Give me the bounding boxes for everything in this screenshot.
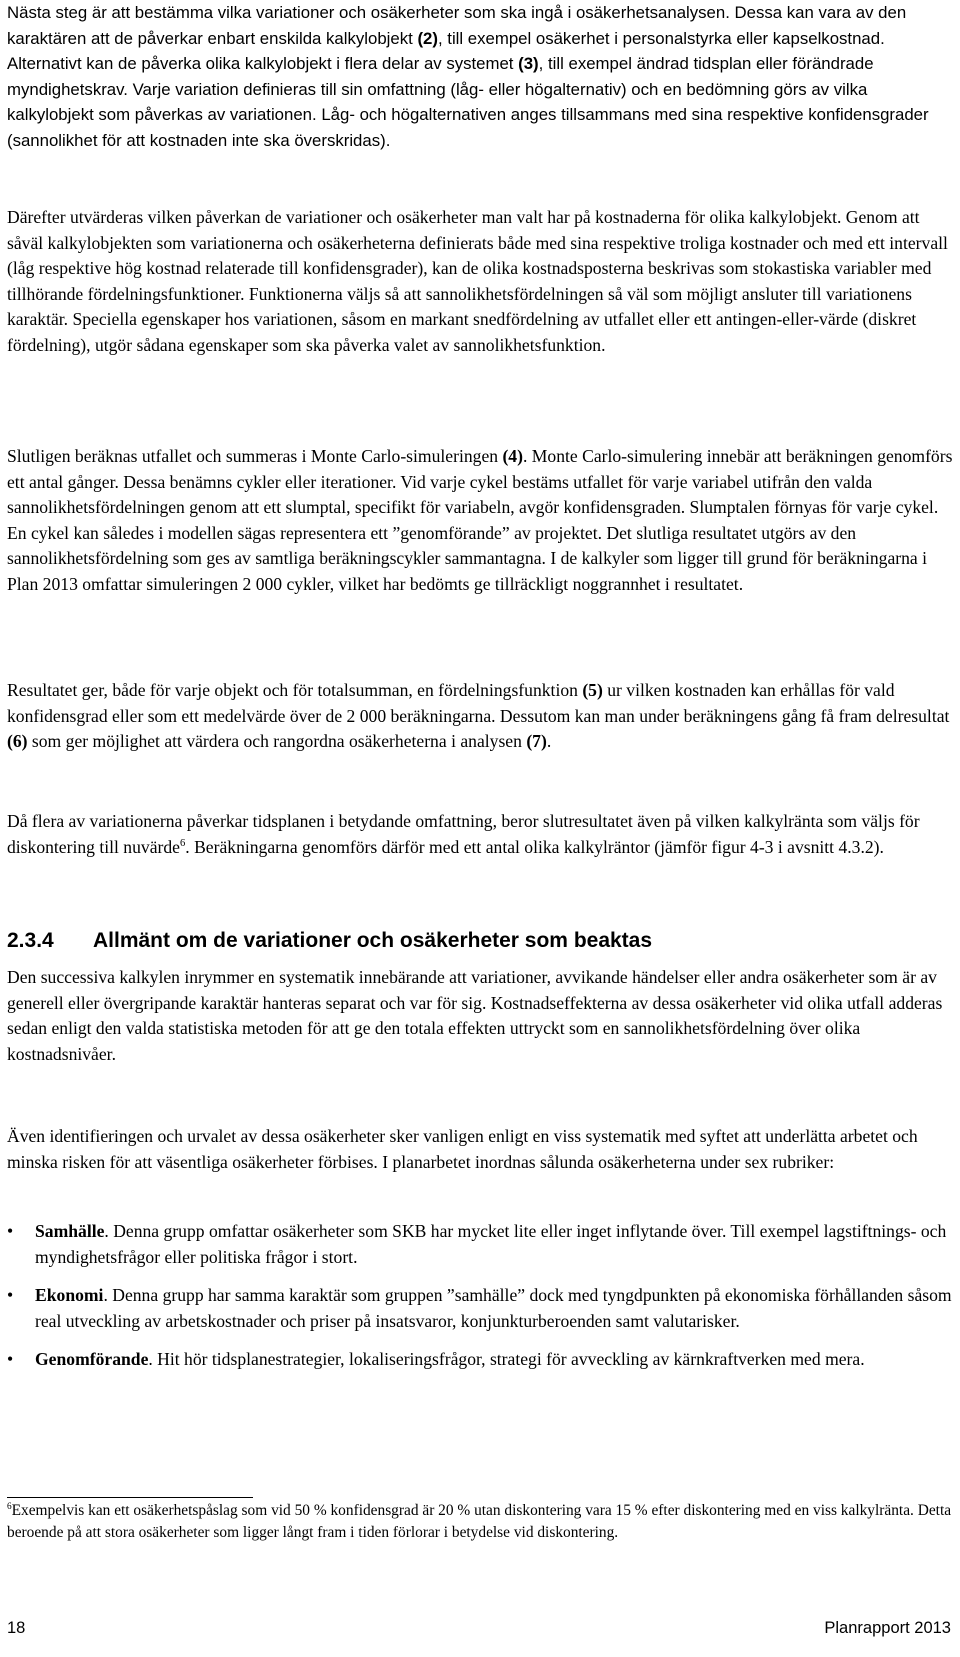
list-item-text: . Denna grupp har samma karaktär som gruppen ”samhälle” dock med tyngdpunkten på ekonomiska förhållanden såsom real utveckling av arbetskostnader och priser på insatsvaror, konjunkturberoenden samt valutarisker. [35,1285,952,1331]
list-item-term: Ekonomi [35,1285,104,1306]
section-heading [7,928,652,954]
ref-3: (3) [518,54,539,74]
paragraph-successive-calculation: Den successiva kalkylen inrymmer en systematik innebärande att variationer, avvikande händelser eller andra osäkerheter som är av generell eller övergripande karaktär hanteras separat och var för sig. Kostnadseffekterna av dessa osäkerheter vid olika utfall adderas sedan enligt den valda statistiska metoden för att ge den totala effekten uttryckt som en sannolikhetsfördelning över olika kostnadsnivåer. [7,967,943,1064]
list-item-term: Samhälle [35,1221,105,1241]
report-title: Planrapport 2013 [824,1619,951,1637]
ref-7: (7) [526,731,547,752]
bullet-list [7,1219,953,1386]
ref-5: (5) [582,680,603,700]
ref-4: (4) [502,446,523,466]
list-item [7,1283,953,1334]
ref-6: (6) [7,731,28,752]
page-number: 18 [7,1619,26,1637]
footnote-divider [7,1497,253,1498]
bullet-icon: • [7,1221,14,1241]
paragraph-result: Resultatet ger, både för varje objekt och för totalsumman, en fördelningsfunktion (5) ur vilken kostnaden kan erhållas för vald konfidensgrad eller som ett medelvärde över de 2 000 beräkningarna. Dessutom kan man under beräkningens gång få fram delresultat (6) som ger möjlighet att värdera och rangordna osäkerheterna i analysen (7). [7,680,950,752]
paragraph-intro: Nästa steg är att bestämma vilka variationer och osäkerheter som ska ingå i osäkerhetsanalysen. Dessa kan vara av den karaktären att de påverkar enbart enskilda kalkylobjekt (2), till exempel osäkerhet i personalstyrka eller kapselkostnad. Alternativt kan de påverka olika kalkylobjekt i flera delar av systemet (3), till exempel ändrad tidsplan eller förändrade myndighetskrav. Varje variation definieras till sin omfattning (låg- eller högalternativ) och en bedömning görs av vilka kalkylobjekt som påverkas av variationen. Låg- och högalternativen anges tillsammans med sina respektive konfidensgrader (sannolikhet för att kostnaden inte ska överskridas). [7,3,929,150]
footnote-mark: 6 [7,1500,12,1511]
footnote-text: Exempelvis kan ett osäkerhetspåslag som vid 50 % konfidensgrad är 20 % utan diskontering vara 15 % efter diskontering med en viss kalkylränta. Detta beroende på att stora osäkerheter som ligger långt fram i tiden förlorar i betydelse vid diskontering. [7,1502,952,1541]
paragraph-discounting: Då flera av variationerna påverkar tidsplanen i betydande omfattning, beror slutresultatet även på vilken kalkylränta som väljs för diskontering till nuvärde$^6$. Beräkningarna genomförs därför med ett antal olika kalkylräntor (jämför figur 4-3 i avsnitt 4.3.2). [7,811,920,857]
list-item [7,1219,953,1270]
paragraph-evaluation: Därefter utvärderas vilken påverkan de variationer och osäkerheter man valt har på kostnaderna för olika kalkylobjekt. Genom att såväl kalkylobjekten som variationerna och osäkerheterna definierats både med sina respektive troliga kostnader och med ett intervall (låg respektive hög kostnad relaterade till konfidensgrader), kan de olika kostnadsposterna beskrivas som stokastiska variabler med tillhörande fördelningsfunktioner. Funktionerna väljs så att sannolikhetsfördelningen så väl som möjligt ansluter till variationens karaktär. Speciella egenskaper hos variationen, såsom en markant snedfördelning av utfallet eller ett antingen-eller-värde (diskret fördelning), utgör sådana egenskaper som ska påverka valet av sannolikhetsfunktion. [7,207,948,355]
list-item-text: . Denna grupp omfattar osäkerheter som SKB har mycket lite eller inget inflytande över. Till exempel lagstiftnings- och myndighetsfrågor eller politiska frågor i stort. [35,1221,947,1267]
section-number: 2.3.4 [7,929,54,952]
list-item [7,1347,953,1373]
footnote-reference: 6 [179,837,186,849]
list-item-term: Genomförande [35,1349,149,1370]
paragraph-identification: Även identifieringen och urvalet av dessa osäkerheter sker vanligen enligt en viss systematik med syftet att underlätta arbetet och minska risken för att väsentliga osäkerheter förbises. I planarbetet inordnas sålunda osäkerheterna under sex rubriker: [7,1126,918,1172]
footnote [7,1500,953,1544]
list-item-text: . Hit hör tidsplanestrategier, lokaliseringsfrågor, strategi för avveckling av kärnkraftverken med mera. [148,1349,865,1370]
paragraph-monte-carlo: Slutligen beräknas utfallet och summeras i Monte Carlo-simuleringen (4). Monte Carlo-simulering innebär att beräkningen genomförs ett antal gånger. Dessa benämns cykler eller iterationer. Vid varje cykel bestäms utfallet för varje variabel utifrån den valda sannolikhetsfördelningen genom att ett slumptal, specifikt för variabeln, avgör konfidensgraden. Slumptalen förnyas för varje cykel. En cykel kan således i modellen sägas representera ett ”genomförande” av projektet. Det slutliga resultatet utgörs av den sannolikhetsfördelning som ges av samtliga beräkningscykler sammantagna. I de kalkyler som ligger till grund för beräkningarna i Plan 2013 omfattar simuleringen 2 000 cykler, vilket har bedömts ge tillräckligt noggrannhet i resultatet. [7,446,953,594]
section-title: Allmänt om de variationer och osäkerheter som beaktas [93,929,653,952]
bullet-icon: • [7,1285,14,1306]
ref-2: (2) [417,28,438,48]
bullet-icon: • [7,1349,14,1370]
